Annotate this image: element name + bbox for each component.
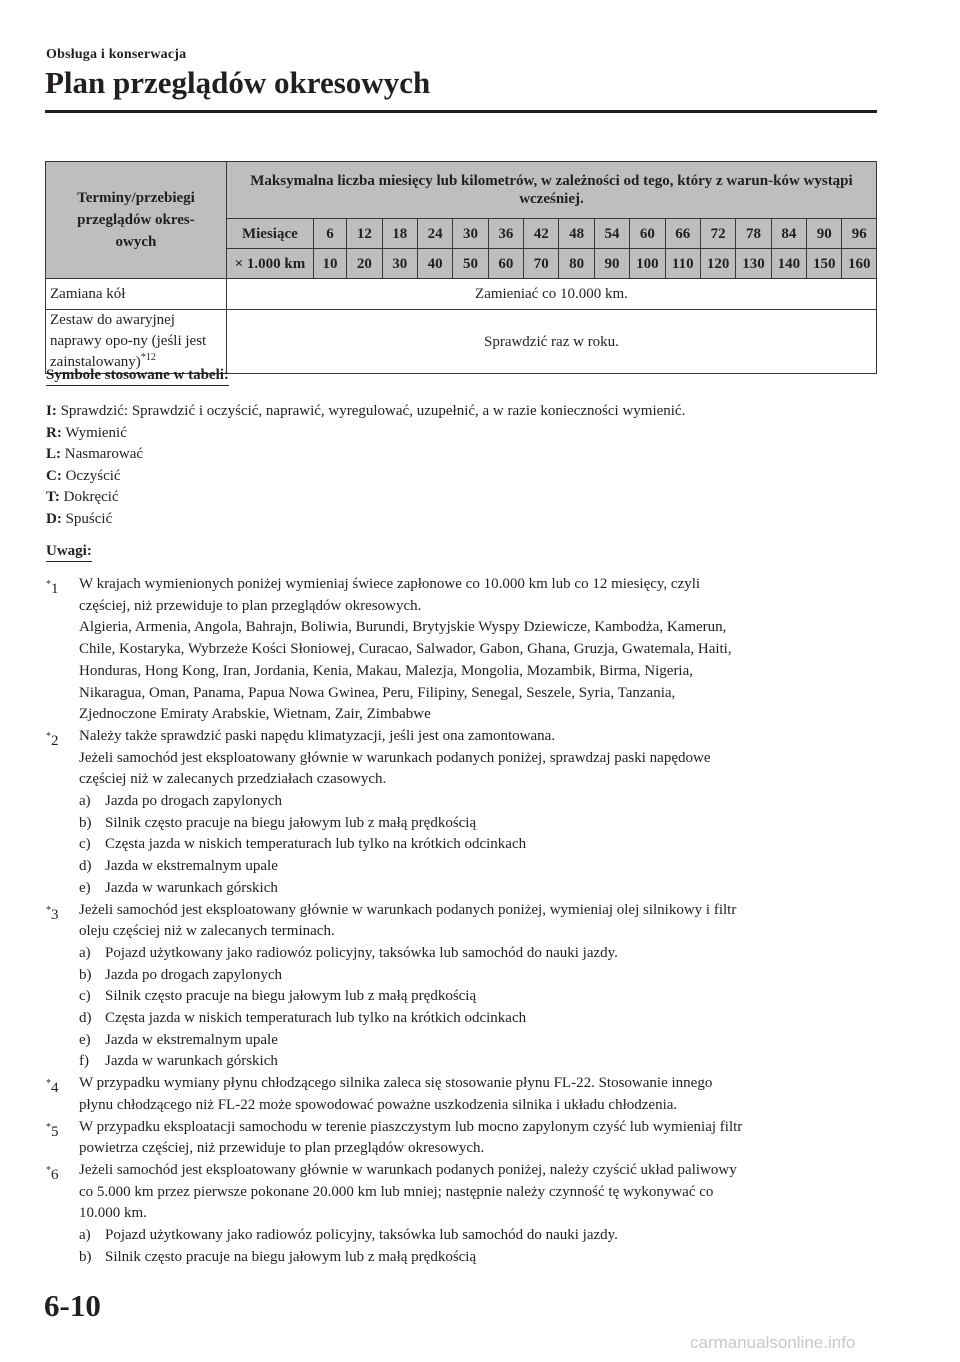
symbol-item [46, 401, 685, 423]
subitem-text: Pojazd użytkowany jako radiowóz policyjny, taksówka lub samochód do nauki jazdy. [105, 1227, 618, 1244]
subitem-letter: a) [79, 793, 91, 810]
maintenance-table [45, 161, 877, 374]
note-line: Jeżeli samochód jest eksploatowany głównie w warunkach podanych poniżej, sprawdzaj paski napędowe [79, 749, 711, 766]
subitem-letter: f) [79, 1053, 89, 1070]
note-line: Jeżeli samochód jest eksploatowany głównie w warunkach podanych poniżej, należy czyścić układ paliwowy [79, 1161, 737, 1178]
row-value: Zamieniać co 10.000 km. [226, 279, 876, 310]
symbol-text: Oczyścić [65, 467, 121, 484]
note-line: Algieria, Armenia, Angola, Bahrajn, Boliwia, Burundi, Brytyjskie Wyspy Dziewicze, Kambodża, Kamerun, [79, 619, 727, 636]
symbol-key: I: [46, 403, 57, 419]
note-subitem [79, 1051, 886, 1073]
note-line: Nikaragua, Oman, Panama, Papua Nowa Gwinea, Peru, Filipiny, Senegal, Seszele, Syria, Tanzania, [79, 684, 676, 701]
km-cell: 110 [665, 249, 700, 279]
note-line: częściej, niż przewiduje to plan przeglądów okresowych. [79, 597, 422, 614]
km-cell: 50 [453, 249, 488, 279]
symbol-text: Wymienić [65, 424, 127, 441]
note-line: Honduras, Hong Kong, Iran, Jordania, Kenia, Makau, Malezja, Mongolia, Mozambik, Birma, Nigeria, [79, 662, 694, 679]
subitem-text: Jazda w warunkach górskich [105, 879, 278, 896]
month-cell: 72 [700, 219, 735, 249]
note-item [46, 1073, 886, 1116]
note-subitem [79, 834, 886, 856]
watermark: carmanualsonline.info [690, 1333, 856, 1352]
subitem-text: Silnik często pracuje na biegu jałowym lub z małą prędkością [105, 814, 477, 831]
note-asterisk: * [46, 1121, 51, 1133]
row-item-cell [46, 310, 227, 374]
symbols-list [46, 401, 685, 530]
note-asterisk: * [46, 904, 51, 916]
symbol-key: D: [46, 510, 62, 527]
note-line: Chile, Kostaryka, Wybrzeże Kości Słoniowej, Curacao, Salwador, Gabon, Ghana, Gruzja, Gwatemala, Haiti, [79, 641, 732, 658]
symbol-item [46, 487, 685, 509]
month-cell: 54 [594, 219, 629, 249]
km-cell: 40 [417, 249, 452, 279]
row-item: Zestaw do awaryjnej naprawy opo-ny (jeśli jest zainstalowany) [50, 312, 207, 370]
symbol-key: L: [46, 446, 61, 462]
km-cell: 140 [771, 249, 806, 279]
note-asterisk: * [46, 1078, 51, 1090]
note-number [46, 1160, 59, 1187]
month-cell: 48 [559, 219, 594, 249]
subitem-letter: d) [79, 858, 92, 875]
note-line: płynu chłodzącego niż FL-22 może spowodować poważne uszkodzenia silnika i układu chłodzenia. [79, 1096, 678, 1113]
table-row [46, 310, 877, 374]
month-cell: 6 [313, 219, 346, 249]
subitem-letter: a) [79, 1227, 91, 1244]
note-line: oleju częściej niż w zalecanych terminach. [79, 923, 335, 940]
term-header-line: owych [115, 234, 157, 250]
note-number-text: 4 [51, 1080, 59, 1097]
page-title: Plan przeglądów okresowych [45, 65, 431, 100]
symbols-title [46, 367, 229, 384]
note-number-text: 1 [51, 581, 59, 597]
subitem-text: Pojazd użytkowany jako radiowóz policyjny, taksówka lub samochód do nauki jazdy. [105, 944, 618, 961]
title-rule [45, 110, 877, 113]
km-cell: 30 [382, 249, 417, 279]
km-cell: 130 [736, 249, 771, 279]
note-line: W przypadku eksploatacji samochodu w terenie piaszczystym lub mocno zapylonym czyść lub wymieniaj filtr [79, 1118, 743, 1135]
month-cell: 66 [665, 219, 700, 249]
subitem-text: Silnik często pracuje na biegu jałowym lub z małą prędkością [105, 988, 477, 1005]
notes-title-text: Uwagi: [46, 543, 92, 562]
note-line: Jeżeli samochód jest eksploatowany głównie w warunkach podanych poniżej, wymieniaj olej silnikowy i filtr [79, 901, 737, 918]
km-cell: 120 [700, 249, 735, 279]
note-number [46, 1117, 59, 1144]
km-cell: 10 [313, 249, 346, 279]
note-subitem [79, 986, 886, 1008]
note-asterisk: * [46, 579, 51, 590]
symbol-item [46, 423, 685, 445]
note-item [46, 726, 886, 900]
month-cell: 36 [488, 219, 523, 249]
note-subitem [79, 1247, 886, 1269]
note-item [46, 900, 886, 1074]
note-subitem [79, 878, 886, 900]
term-header-line: przeglądów okres- [77, 212, 195, 228]
note-subitem [79, 943, 886, 965]
month-cell: 42 [524, 219, 559, 249]
note-line: powietrza częściej, niż przewiduje to plan przeglądów okresowych. [79, 1140, 485, 1157]
note-number [46, 574, 59, 601]
subitem-letter: a) [79, 944, 91, 961]
subitem-letter: b) [79, 1248, 92, 1265]
month-cell: 18 [382, 219, 417, 249]
note-item [46, 574, 886, 726]
symbol-item [46, 509, 685, 531]
subitem-text: Częsta jazda w niskich temperaturach lub tylko na krótkich odcinkach [105, 836, 527, 853]
subitem-letter: e) [79, 1031, 91, 1048]
symbol-key: R: [46, 424, 62, 441]
notes-list [46, 574, 886, 1269]
symbol-item [46, 444, 685, 466]
note-number-text: 6 [51, 1166, 59, 1183]
note-line: Zjednoczone Emiraty Arabskie, Wietnam, Zair, Zimbabwe [79, 706, 431, 723]
note-asterisk: * [46, 730, 51, 742]
note-subitem [79, 856, 886, 878]
month-cell: 78 [736, 219, 771, 249]
note-item [46, 1160, 886, 1269]
month-cell: 24 [417, 219, 452, 249]
km-cell: 150 [807, 249, 842, 279]
note-number [46, 726, 59, 753]
subitem-text: Jazda w ekstremalnym upale [105, 1031, 278, 1048]
subitem-text: Jazda po drogach zapylonych [105, 793, 283, 810]
subitem-text: Jazda po drogach zapylonych [105, 966, 283, 983]
subitem-text: Jazda w ekstremalnym upale [105, 858, 278, 875]
symbol-text: Nasmarować [64, 446, 144, 462]
month-cell: 12 [347, 219, 382, 249]
note-subitem [79, 1225, 886, 1247]
symbol-text: Dokręcić [63, 489, 119, 505]
max-interval-header: Maksymalna liczba miesięcy lub kilometrów, w zależności od tego, który z warun-ków wystąpi wcześniej. [226, 162, 876, 219]
note-line: W krajach wymienionych poniżej wymieniaj świece zapłonowe co 10.000 km lub co 12 miesięcy, czyli [79, 576, 701, 592]
subitem-letter: b) [79, 966, 92, 983]
note-line: 10.000 km. [79, 1205, 147, 1222]
symbols-title-text: Symbole stosowane w tabeli: [46, 367, 229, 386]
note-number-text: 5 [51, 1123, 59, 1140]
page-number: 6-10 [44, 1288, 101, 1323]
month-cell: 84 [771, 219, 806, 249]
note-subitem [79, 813, 886, 835]
km-cell: 80 [559, 249, 594, 279]
notes-title [46, 543, 92, 560]
km-label: × 1.000 km [226, 249, 313, 279]
month-cell: 96 [842, 219, 877, 249]
month-cell: 30 [453, 219, 488, 249]
note-line: W przypadku wymiany płynu chłodzącego silnika zaleca się stosowanie płynu FL-22. Stosowanie innego [79, 1075, 713, 1092]
term-header-cell [46, 162, 227, 279]
month-cell: 90 [807, 219, 842, 249]
note-line: co 5.000 km przez pierwsze pokonane 20.000 km lub mniej; następnie należy czynność tę wykonywać co [79, 1183, 714, 1200]
note-number [46, 1073, 59, 1100]
note-line: Należy także sprawdzić paski napędu klimatyzacji, jeśli jest ona zamontowana. [79, 727, 556, 744]
subitem-letter: d) [79, 1010, 92, 1027]
months-label: Miesiące [226, 219, 313, 249]
symbol-key: C: [46, 467, 62, 484]
subitem-letter: b) [79, 814, 92, 831]
footnote-ref: *12 [140, 352, 156, 363]
note-number-text: 2 [51, 732, 59, 749]
row-value: Sprawdzić raz w roku. [226, 310, 876, 374]
section-label: Obsługa i konserwacja [46, 47, 187, 62]
km-cell: 60 [488, 249, 523, 279]
symbol-text: Sprawdzić: Sprawdzić i oczyścić, naprawić, wyregulować, uzupełnić, a w razie konieczności wymienić. [60, 403, 686, 419]
subitem-text: Jazda w warunkach górskich [105, 1053, 278, 1070]
subitem-text: Silnik często pracuje na biegu jałowym lub z małą prędkością [105, 1248, 477, 1265]
table-row [46, 279, 877, 310]
subitem-letter: c) [79, 836, 91, 853]
km-cell: 90 [594, 249, 629, 279]
subitem-letter: e) [79, 879, 91, 896]
note-asterisk: * [46, 1164, 51, 1176]
km-cell: 70 [524, 249, 559, 279]
note-item [46, 1117, 886, 1160]
km-cell: 160 [842, 249, 877, 279]
note-line: częściej niż w zalecanych przedziałach czasowych. [79, 771, 387, 788]
symbol-text: Spuścić [65, 510, 113, 527]
km-cell: 20 [347, 249, 382, 279]
symbol-item [46, 466, 685, 488]
note-number [46, 900, 59, 927]
note-number-text: 3 [51, 906, 59, 923]
row-item: Zamiana kół [46, 279, 227, 310]
month-cell: 60 [630, 219, 665, 249]
note-subitem [79, 1030, 886, 1052]
note-subitem [79, 965, 886, 987]
note-subitem [79, 791, 886, 813]
subitem-text: Częsta jazda w niskich temperaturach lub tylko na krótkich odcinkach [105, 1010, 527, 1027]
symbol-key: T: [46, 489, 60, 505]
km-cell: 100 [630, 249, 665, 279]
term-header-line: Terminy/przebiegi [77, 190, 195, 206]
note-subitem [79, 1008, 886, 1030]
subitem-letter: c) [79, 988, 91, 1005]
